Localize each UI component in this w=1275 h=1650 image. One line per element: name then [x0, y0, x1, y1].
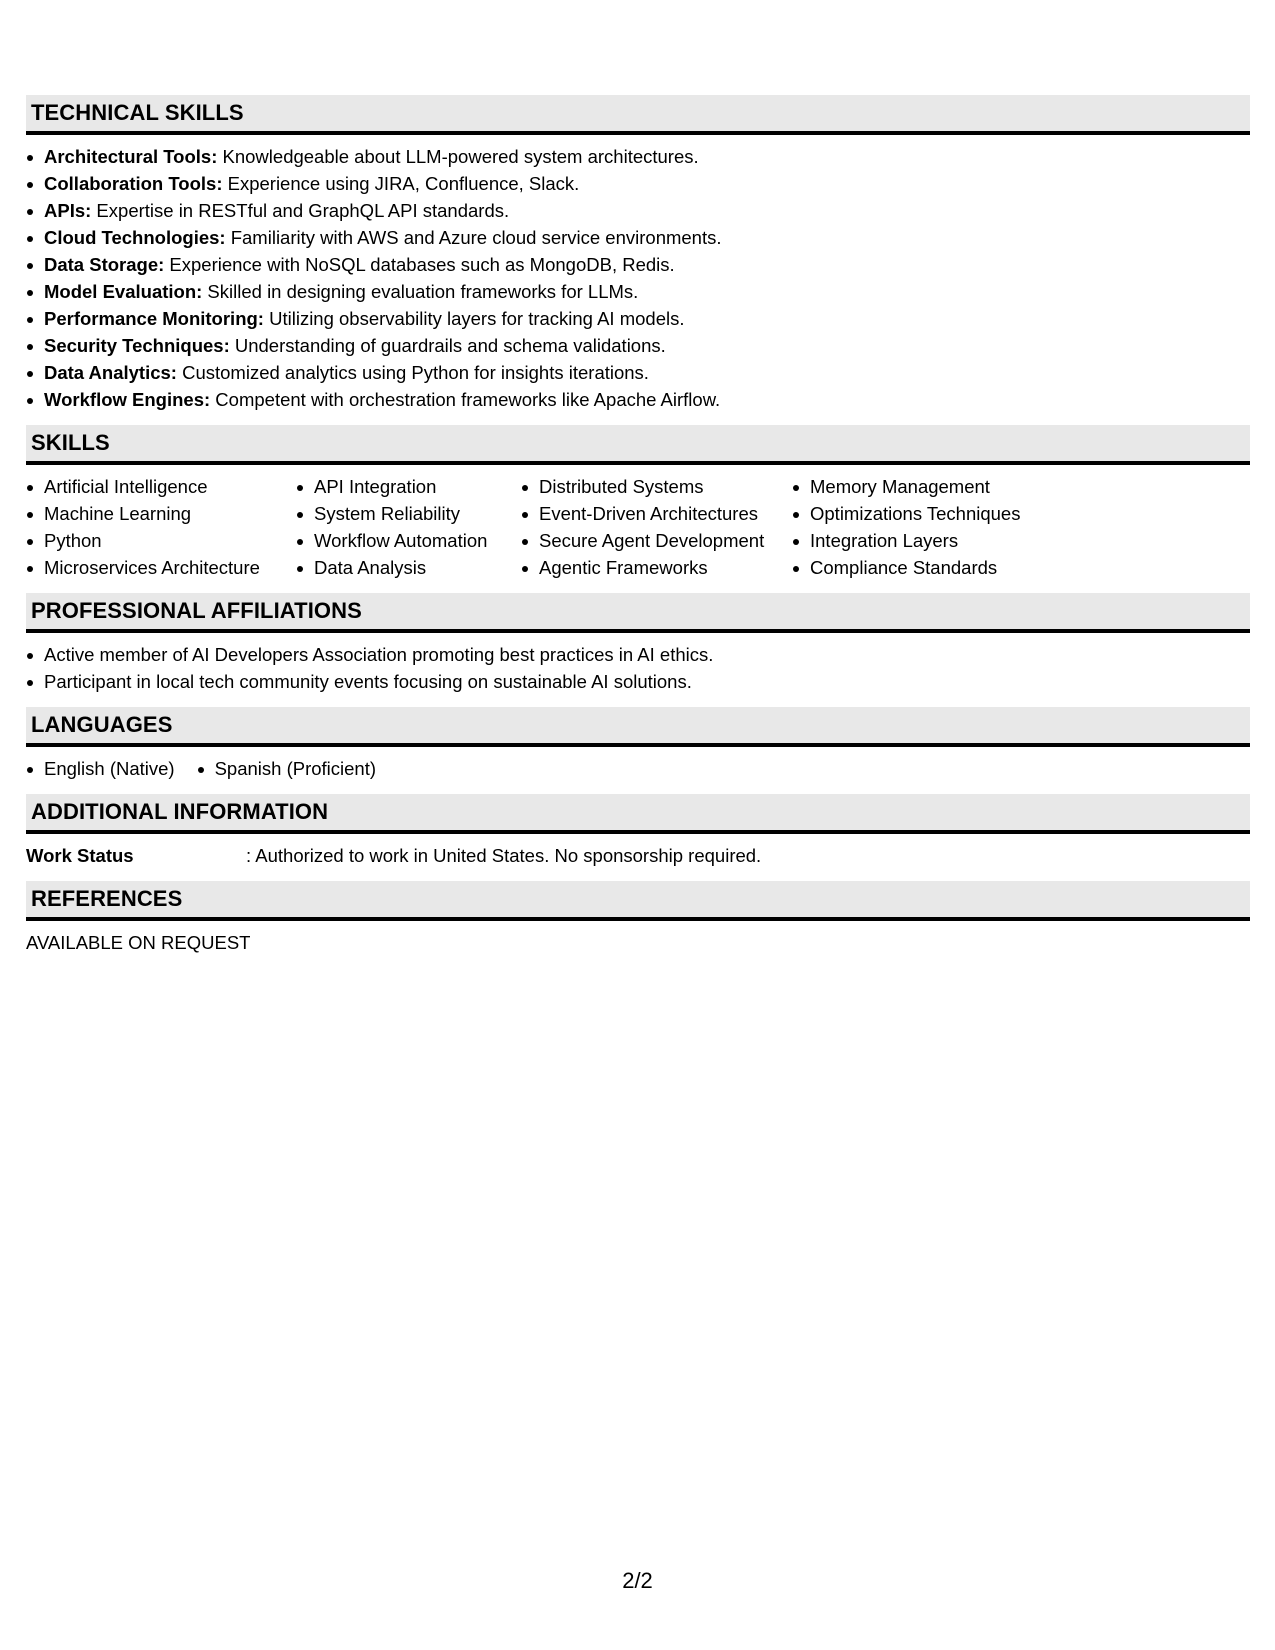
work-status-label: Work Status [26, 845, 134, 866]
list-item: Compliance Standards [792, 554, 1092, 581]
skill-label: Cloud Technologies: [44, 227, 226, 248]
list-item: Workflow Automation [296, 527, 521, 554]
skill-text: Familiarity with AWS and Azure cloud service environments. [225, 227, 722, 248]
skill-label: Performance Monitoring: [44, 308, 264, 329]
skill-label: Workflow Engines: [44, 389, 211, 410]
list-item: Data Analysis [296, 554, 521, 581]
skill-label: Data Analytics: [44, 362, 177, 383]
list-item: Memory Management [792, 473, 1092, 500]
skill-text: Competent with orchestration frameworks like Apache Airflow. [210, 389, 721, 410]
skills-column [296, 473, 521, 581]
section-header [26, 881, 1250, 921]
list-item: Python [26, 527, 296, 554]
section-header [26, 707, 1250, 747]
list-item: Secure Agent Development [521, 527, 792, 554]
languages-list [26, 755, 1250, 782]
skills-column [26, 473, 296, 581]
work-status-row [26, 842, 1250, 869]
list-item: System Reliability [296, 500, 521, 527]
work-status-value: : Authorized to work in United States. No sponsorship required. [246, 845, 762, 866]
references-section [26, 881, 1250, 968]
skill-label: Model Evaluation: [44, 281, 203, 302]
languages-section [26, 707, 1250, 794]
skill-text: Experience with NoSQL databases such as MongoDB, Redis. [164, 254, 675, 275]
technical-skills-list [26, 143, 1250, 413]
affiliations-list [26, 641, 1250, 695]
section-title: SKILLS [31, 430, 110, 455]
skill-text: Skilled in designing evaluation frameworks for LLMs. [202, 281, 639, 302]
skills-column [792, 473, 1092, 581]
page-number: 2/2 [622, 1568, 653, 1593]
section-title: LANGUAGES [31, 712, 173, 737]
skills-grid [26, 473, 1250, 581]
list-item: Distributed Systems [521, 473, 792, 500]
list-item: Active member of AI Developers Association promoting best practices in AI ethics. [26, 641, 1250, 668]
additional-information-section [26, 794, 1250, 881]
list-item: Optimizations Techniques [792, 500, 1092, 527]
skill-label: APIs: [44, 200, 92, 221]
technical-skills-section [26, 95, 1250, 425]
skill-label: Data Storage: [44, 254, 165, 275]
list-item [26, 143, 1250, 170]
list-item: Artificial Intelligence [26, 473, 296, 500]
section-header [26, 794, 1250, 834]
list-item: Integration Layers [792, 527, 1092, 554]
section-header [26, 425, 1250, 465]
list-item [26, 332, 1250, 359]
list-item [26, 359, 1250, 386]
list-item: Event-Driven Architectures [521, 500, 792, 527]
skill-text: Customized analytics using Python for insights iterations. [176, 362, 649, 383]
section-title: REFERENCES [31, 886, 183, 911]
skill-text: Expertise in RESTful and GraphQL API standards. [91, 200, 510, 221]
skill-label: Security Techniques: [44, 335, 230, 356]
list-item [26, 224, 1250, 251]
list-item [26, 386, 1250, 413]
section-title: TECHNICAL SKILLS [31, 100, 244, 125]
list-item: Participant in local tech community events focusing on sustainable AI solutions. [26, 668, 1250, 695]
skill-text: Knowledgeable about LLM-powered system architectures. [217, 146, 699, 167]
list-item [26, 305, 1250, 332]
skill-text: Utilizing observability layers for tracking AI models. [263, 308, 685, 329]
list-item: Agentic Frameworks [521, 554, 792, 581]
skills-column [521, 473, 792, 581]
list-item [26, 170, 1250, 197]
section-title: ADDITIONAL INFORMATION [31, 799, 329, 824]
skill-text: Experience using JIRA, Confluence, Slack. [222, 173, 580, 194]
resume-page [26, 95, 1250, 968]
list-item [26, 197, 1250, 224]
skill-label: Collaboration Tools: [44, 173, 223, 194]
list-item: Microservices Architecture [26, 554, 296, 581]
list-item: English (Native) [26, 755, 175, 782]
skill-text: Understanding of guardrails and schema validations. [229, 335, 666, 356]
section-header [26, 95, 1250, 135]
list-item: API Integration [296, 473, 521, 500]
section-title: PROFESSIONAL AFFILIATIONS [31, 598, 362, 623]
skills-section [26, 425, 1250, 593]
list-item [26, 251, 1250, 278]
list-item: Machine Learning [26, 500, 296, 527]
references-text: AVAILABLE ON REQUEST [26, 932, 251, 953]
list-item: Spanish (Proficient) [197, 755, 376, 782]
affiliations-section [26, 593, 1250, 707]
list-item [26, 278, 1250, 305]
section-header [26, 593, 1250, 633]
skill-label: Architectural Tools: [44, 146, 218, 167]
